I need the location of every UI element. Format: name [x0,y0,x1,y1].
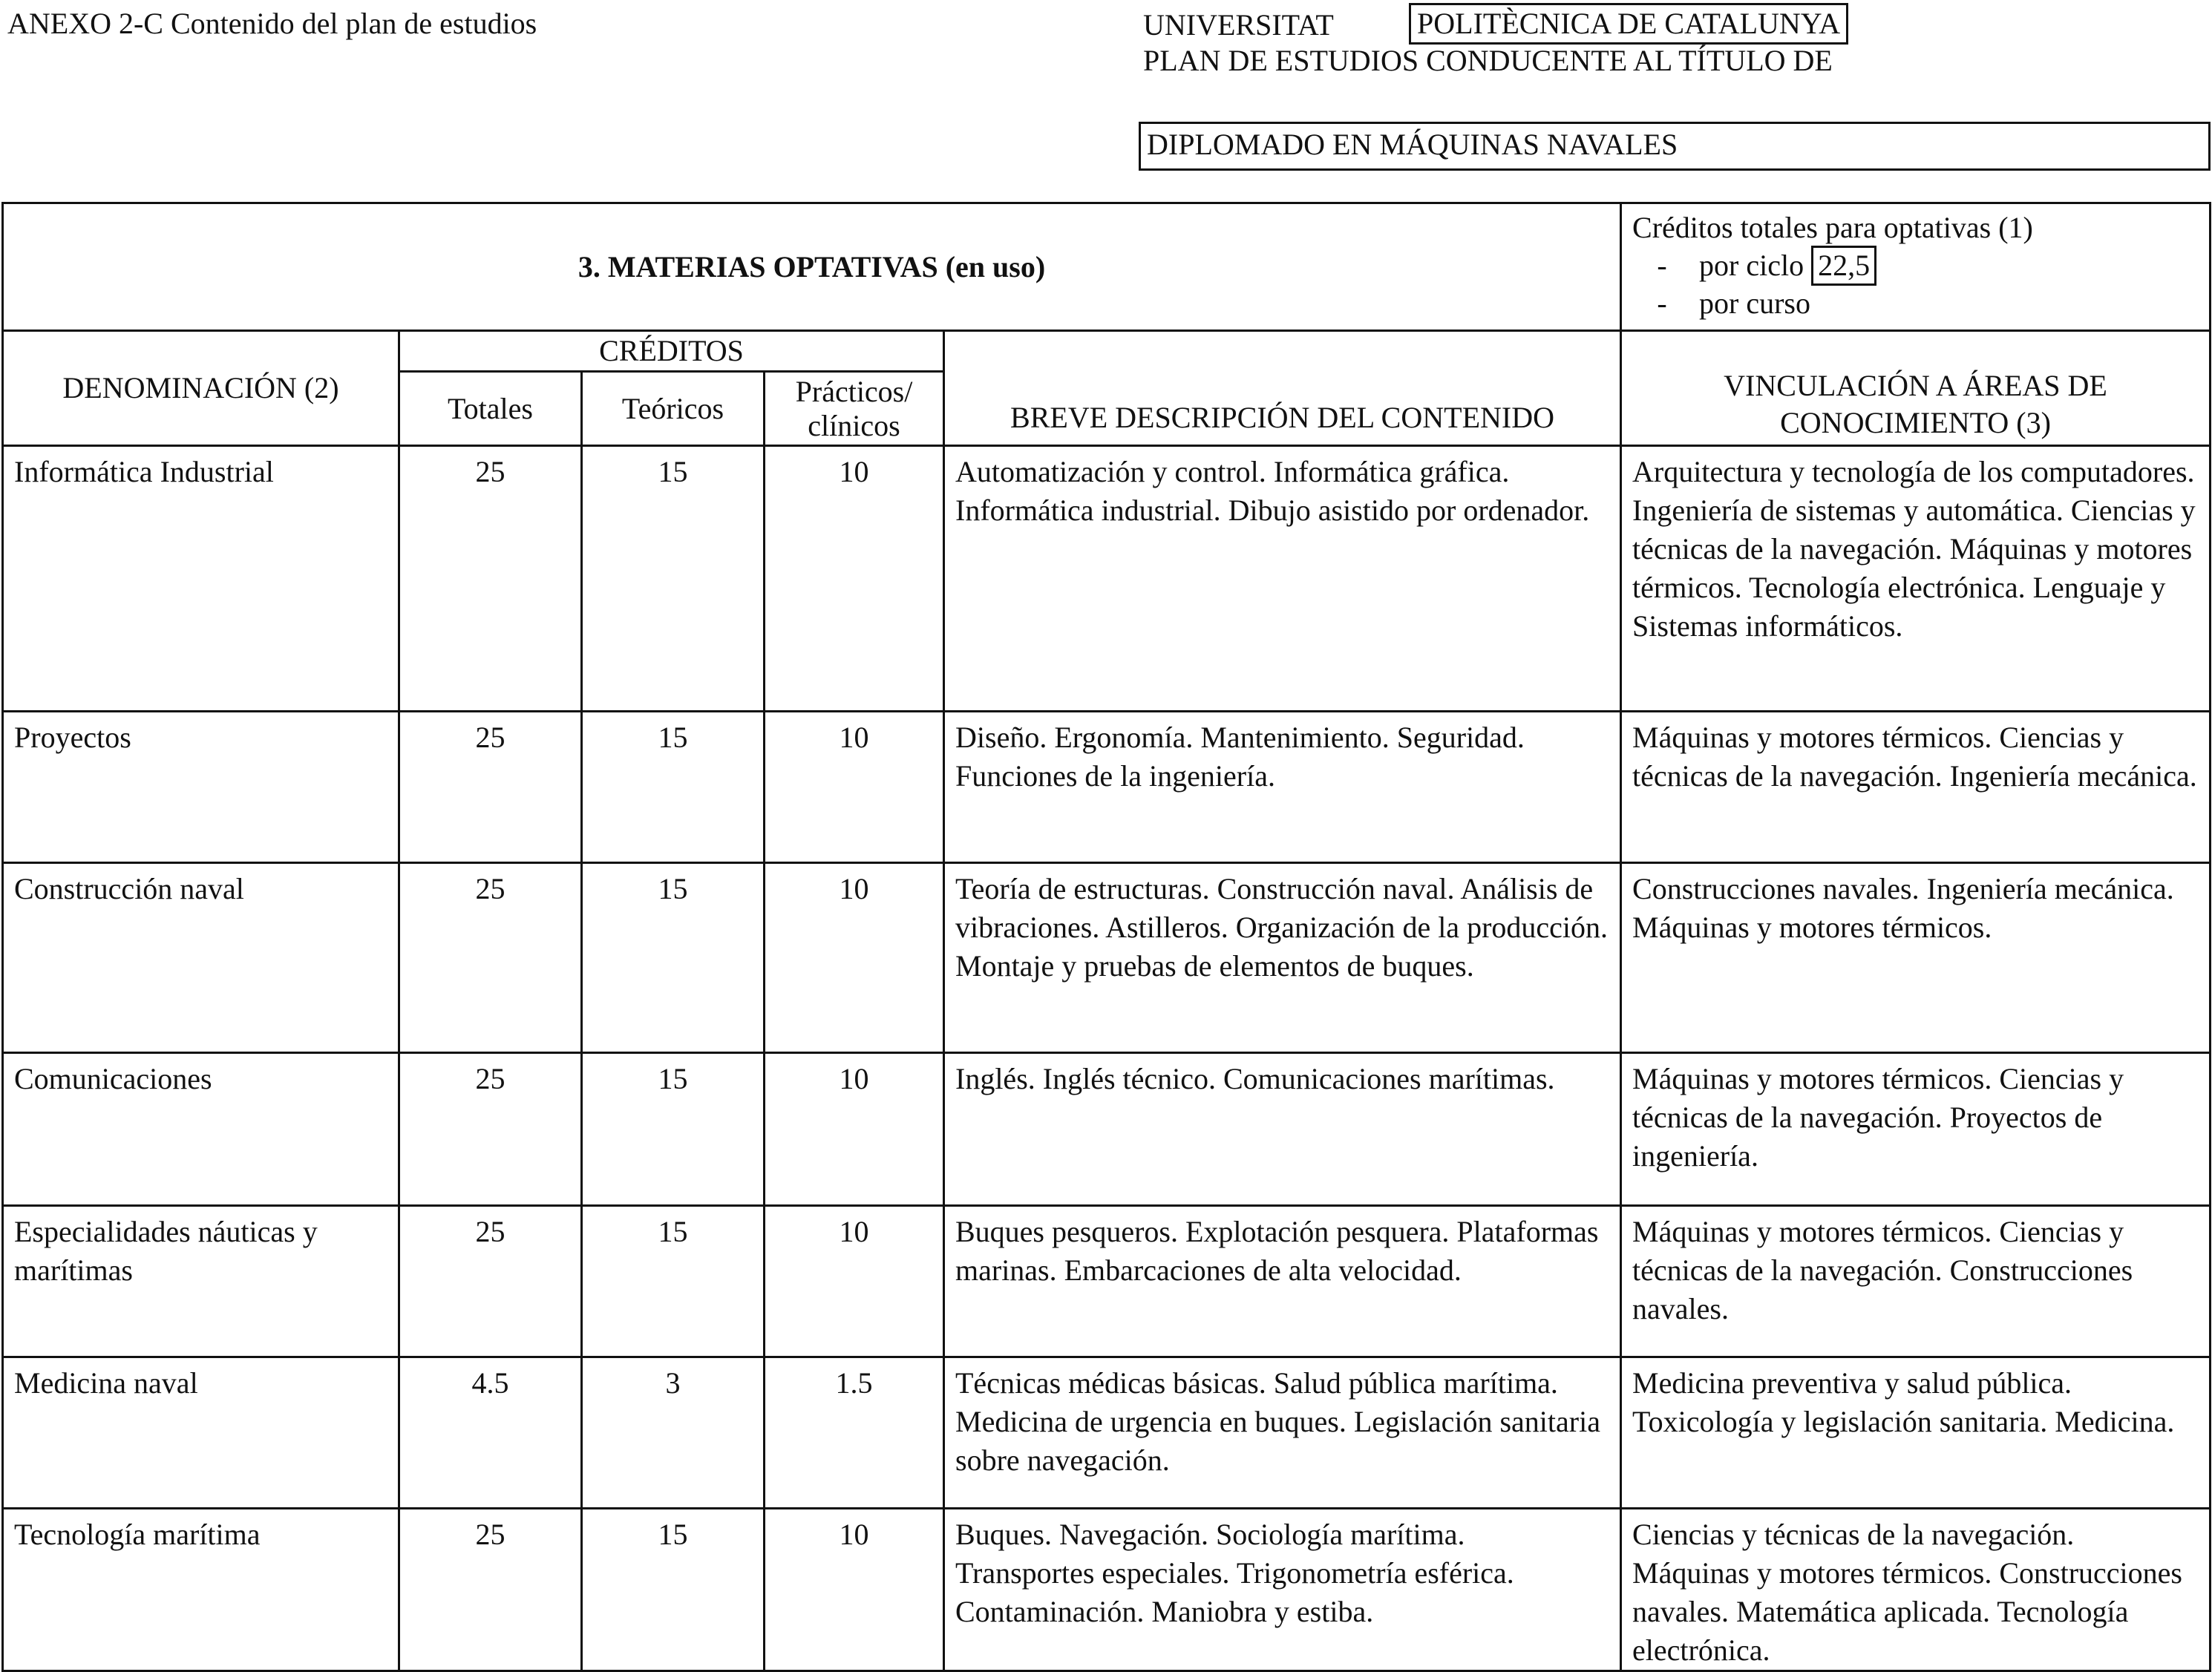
credits-summary-title: Créditos totales para optativas (1) [1632,211,2033,244]
subject-name: Construcción naval [3,863,399,1053]
credits-teoricos: 3 [582,1357,765,1509]
credits-totales: 25 [399,1053,582,1206]
knowledge-areas: Máquinas y motores térmicos. Ciencias y técnicas de la navegación. Proyectos de ingeniería. [1621,1053,2211,1206]
credits-teoricos: 15 [582,1053,765,1206]
subject-name: Comunicaciones [3,1053,399,1206]
knowledge-areas: Máquinas y motores térmicos. Ciencias y técnicas de la navegación. Construcciones navales. [1621,1206,2211,1357]
table-row [3,1357,2211,1509]
header-practicos [765,372,944,446]
knowledge-areas: Máquinas y motores térmicos. Ciencias y técnicas de la navegación. Ingeniería mecánica. [1621,712,2211,863]
credits-totales: 4.5 [399,1357,582,1509]
credits-teoricos: 15 [582,863,765,1053]
credits-teoricos: 15 [582,1206,765,1357]
bullet-dash: - [1657,249,1667,282]
content-description: Técnicas médicas básicas. Salud pública marítima. Medicina de urgencia en buques. Legislación sanitaria sobre navegación. [944,1357,1621,1509]
subject-name: Tecnología marítima [3,1509,399,1671]
header-practicos-line1: Prácticos/ [795,374,913,408]
credits-teoricos: 15 [582,1509,765,1671]
subject-name: Medicina naval [3,1357,399,1509]
table-row [3,1206,2211,1357]
credits-totales: 25 [399,1509,582,1671]
credits-teoricos: 15 [582,712,765,863]
university-name: POLITÈCNICA DE CATALUNYA [1409,3,1848,45]
knowledge-areas: Arquitectura y tecnología de los computadores. Ingeniería de sistemas y automática. Ciencias y técnicas de la navegación. Máquinas y motores térmicos. Tecnología electrónica. Lenguaje y Sistemas informáticos. [1621,446,2211,712]
university-label: UNIVERSITAT [1143,8,1334,42]
knowledge-areas: Construcciones navales. Ingeniería mecánica. Máquinas y motores térmicos. [1621,863,2211,1053]
header-practicos-line2: clínicos [808,408,900,442]
credits-teoricos: 15 [582,446,765,712]
per-cycle-value: 22,5 [1811,246,1876,286]
credits-practicos: 10 [765,446,944,712]
credits-totales: 25 [399,712,582,863]
content-description: Buques pesqueros. Explotación pesquera. Plataformas marinas. Embarcaciones de alta velocidad. [944,1206,1621,1357]
table-row [3,1509,2211,1671]
credits-practicos: 10 [765,863,944,1053]
header-creditos: CRÉDITOS [399,331,944,372]
credits-totales: 25 [399,446,582,712]
content-description: Teoría de estructuras. Construcción naval. Análisis de vibraciones. Astilleros. Organización de la producción. Montaje y pruebas de elementos de buques. [944,863,1621,1053]
header-vinculacion-line1: VINCULACIÓN A ÁREAS DE [1724,369,2107,402]
table-row [3,1053,2211,1206]
credits-totales: 25 [399,1206,582,1357]
degree-title: DIPLOMADO EN MÁQUINAS NAVALES [1139,122,2211,171]
table-row [3,712,2211,863]
header-totales: Totales [399,372,582,446]
header-vinculacion [1621,331,2211,446]
header-denominacion: DENOMINACIÓN (2) [3,331,399,446]
content-description: Buques. Navegación. Sociología marítima. Transportes especiales. Trigonometría esférica. Contaminación. Maniobra y estiba. [944,1509,1621,1671]
per-course-line [1632,286,2209,321]
credits-practicos: 1.5 [765,1357,944,1509]
section-title: 3. MATERIAS OPTATIVAS (en uso) [3,203,1621,331]
credits-totales: 25 [399,863,582,1053]
knowledge-areas: Medicina preventiva y salud pública. Toxicología y legislación sanitaria. Medicina. [1621,1357,2211,1509]
bullet-dash: - [1657,286,1667,320]
content-description: Automatización y control. Informática gráfica. Informática industrial. Dibujo asistido por ordenador. [944,446,1621,712]
subject-name: Proyectos [3,712,399,863]
knowledge-areas: Ciencias y técnicas de la navegación. Máquinas y motores térmicos. Construcciones navales. Matemática aplicada. Tecnología electrónica. [1621,1509,2211,1671]
table-row [3,446,2211,712]
header-vinculacion-line2: CONOCIMIENTO (3) [1780,406,2051,439]
content-description: Inglés. Inglés técnico. Comunicaciones marítimas. [944,1053,1621,1206]
plan-line: PLAN DE ESTUDIOS CONDUCENTE AL TÍTULO DE [1143,44,1833,77]
table-row [3,863,2211,1053]
per-cycle-line [1632,246,2209,286]
header-teoricos: Teóricos [582,372,765,446]
credits-practicos: 10 [765,1053,944,1206]
content-description: Diseño. Ergonomía. Mantenimiento. Seguridad. Funciones de la ingeniería. [944,712,1621,863]
credits-practicos: 10 [765,712,944,863]
credits-practicos: 10 [765,1206,944,1357]
subject-name: Informática Industrial [3,446,399,712]
credits-practicos: 10 [765,1509,944,1671]
subject-name: Especialidades náuticas y marítimas [3,1206,399,1357]
annex-title: ANEXO 2-C Contenido del plan de estudios [7,7,537,40]
header-descripcion: BREVE DESCRIPCIÓN DEL CONTENIDO [944,331,1621,446]
per-course-label: por curso [1699,286,1810,320]
per-cycle-label: por ciclo [1699,249,1804,282]
optional-subjects-table [1,202,2211,1672]
credits-summary [1621,203,2211,331]
